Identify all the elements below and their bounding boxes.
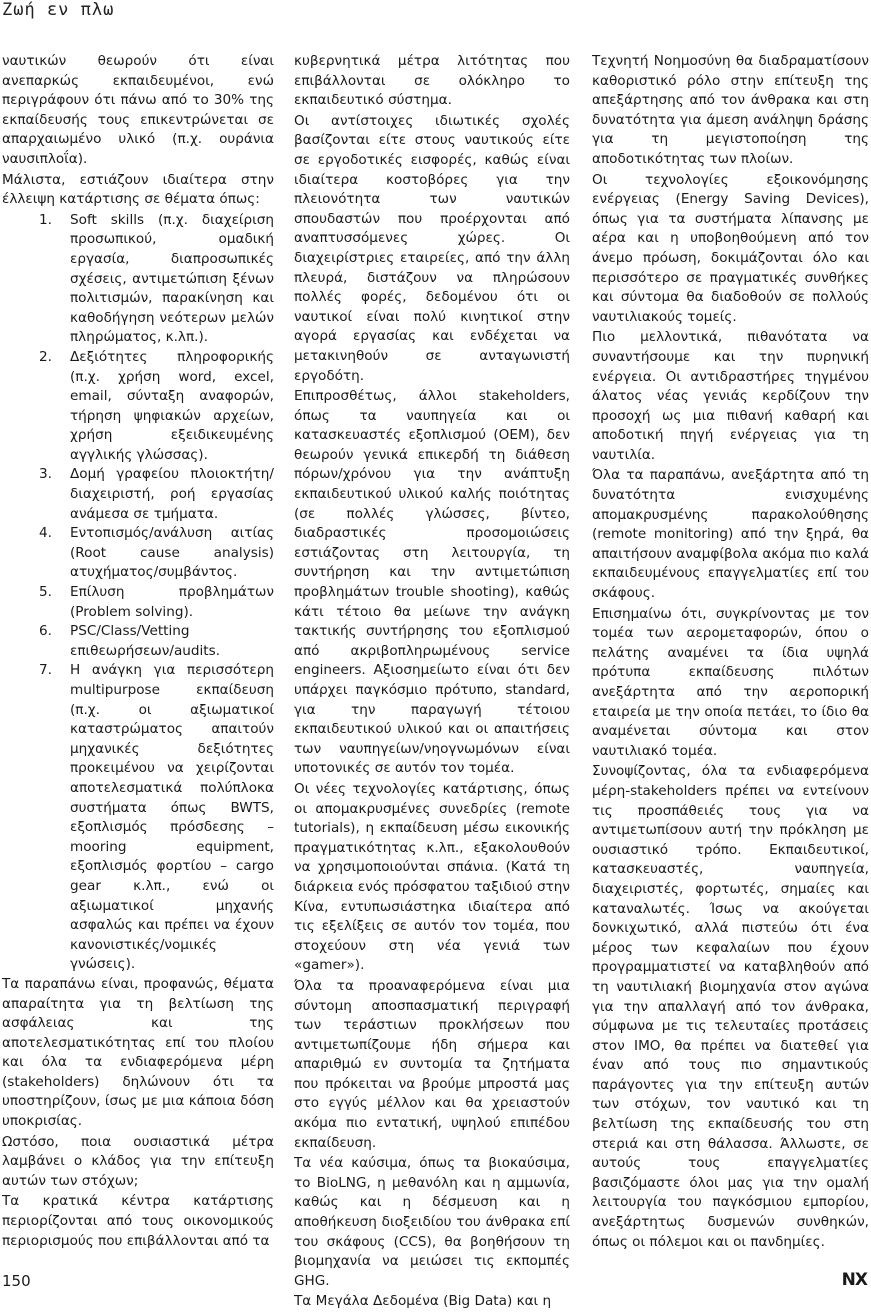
- text-column-2: [294, 52, 570, 1313]
- paragraph: Τα κρατικά κέντρα κατάρτισης περιορίζονται από τους οικονομικούς περιορισμούς που επιβάλλονται από τα: [2, 1193, 274, 1249]
- list-item-text: Επίλυση προβλημάτων (Problem solving).: [70, 584, 274, 620]
- magazine-logo: NX: [841, 1270, 867, 1290]
- paragraph: Οι αντίστοιχες ιδιωτικές σχολές βασίζονται είτε στους ναυτικούς είτε σε εργοδοτικές εισφορές, καθώς είναι ιδιαίτερα κοστοβόρες για την πλειονότητα των ναυτικών σπουδαστών που προέρχονται από αναπτυσσόμενες χώρες. Οι διαχειρίστριες εταιρείες, από την άλλη πλευρά, διστάζουν να πληρώσουν πολλές φορές, δεδομένου ότι οι ναυτικοί είναι πολύ κινητικοί στην αγορά εργασίας και ενδέχεται να μετακινηθούν σε ανταγωνιστή εργοδότη.: [294, 112, 570, 384]
- list-item: [2, 661, 274, 975]
- list-item-number: 1.: [39, 211, 52, 228]
- list-item-number: 4.: [39, 525, 52, 542]
- list-item-number: 6.: [39, 623, 52, 640]
- paragraph: Οι τεχνολογίες εξοικονόμησης ενέργειας (Energy Saving Devices), όπως για τα συστήματα λίπανσης με αέρα και η υποβοηθούμενη από τον άνεμο πρόωση, δοκιμάζονται όλο και περισσότερο σε πραγματικές συνθήκες και σύντομα θα διαδοθούν σε πολλούς ναυτιλιακούς τομείς.: [592, 171, 869, 325]
- list-item-text: Δομή γραφείου πλοιοκτήτη/διαχειριστή, ροή εργασίας ανάμεσα σε τμήματα.: [70, 466, 274, 522]
- paragraph: Τα Μεγάλα Δεδομένα (Big Data) και η: [294, 1293, 552, 1310]
- list-item-number: 2.: [39, 348, 52, 365]
- list-item: [2, 583, 274, 622]
- list-item-number: 3.: [39, 466, 52, 483]
- paragraph: Ωστόσο, ποια ουσιαστικά μέτρα λαμβάνει ο κλάδος για την επίτευξη αυτών των στόχων;: [2, 1133, 274, 1189]
- text-column-1: [2, 52, 274, 1252]
- paragraph: Όλα τα παραπάνω, ανεξάρτητα από τη δυνατότητα ενισχυμένης απομακρυσμένης παρακολούθησης (remote monitoring) από την ξηρά, θα απαιτήσουν αναμφίβολα ακόμα πιο καλά εκπαιδευμένους επαγγελματίες επί του σκάφους.: [592, 467, 869, 602]
- paragraph: Οι νέες τεχνολογίες κατάρτισης, όπως οι απομακρυσμένες συνεδρίες (remote tutorials), η εκπαίδευση μέσω εικονικής πραγματικότητας κ.λπ., εξακολουθούν να χρησιμοποιούνται σπάνια. (Κατά τη διάρκεια ενός πρόσφατου ταξιδιού στην Κίνα, εντυπωσιάστηκα ιδιαίτερα από τις εξελίξεις σε αυτόν τον τομέα, που στοχεύουν στη νέα γενιά των «gamer»).: [294, 780, 570, 974]
- paragraph: Τεχνητή Νοημοσύνη θα διαδραματίσουν καθοριστικό ρόλο στην επίτευξη της απεξάρτησης από τον άνθρακα και στη δυνατότητα για άμεση ανάληψη δράσης για τη μεγιστοποίηση της αποδοτικότητας των πλοίων.: [592, 53, 869, 167]
- paragraph: Επισημαίνω ότι, συγκρίνοντας με τον τομέα των αερομεταφορών, όπου ο πελάτης αναμένει τα ίδια υψηλά πρότυπα εκπαίδευσης πιλότων ανεξάρτητα από την αεροπορική εταιρεία με την οποία πετάει, το ίδιο θα αναμένεται σύντομα και στον ναυτιλιακό τομέα.: [592, 605, 869, 759]
- page-number: 150: [2, 1272, 31, 1290]
- list-item-number: 5.: [39, 584, 52, 601]
- paragraph: κυβερνητικά μέτρα λιτότητας που επιβάλλονται σε ολόκληρο το εκπαιδευτικό σύστημα.: [294, 53, 570, 109]
- list-item-text: Εντοπισμός/ανάλυση αιτίας (Root cause analysis) ατυχήματος/συμβάντος.: [70, 525, 274, 581]
- list-item-text: Δεξιότητες πληροφορικής (π.χ. χρήση word, excel, email, σύνταξη αναφορών, τήρηση ψηφιακών αρχείων, χρήση εξειδικευμένης αγγλικής γλώσσας).: [70, 348, 274, 463]
- list-item-text: PSC/Class/Vetting επιθεωρήσεων/audits.: [70, 623, 221, 659]
- paragraph: Όλα τα προαναφερόμενα είναι μια σύντομη αποσπασματική περιγραφή των τεράστιων προκλήσεων που αντιμετωπίζουμε ήδη σήμερα και απαριθμώ εν συντομία τα ζητήματα που πρόκειται να βρούμε μπροστά μας στο εγγύς μέλλον και θα χρειαστούν ακόμα πιο εντατική, υψηλού επιπέδου εκπαίδευση.: [294, 977, 570, 1151]
- paragraph: ναυτικών θεωρούν ότι είναι ανεπαρκώς εκπαιδευμένοι, ενώ περιγράφουν ότι πάνω από το 30% της εκπαίδευσής τους επικεντρώνεται σε απαρχαιωμένο υλικό (π.χ. ουράνια ναυσιπλοΐα).: [2, 53, 274, 167]
- list-item-text: Η ανάγκη για περισσότερη multipurpose εκπαίδευση (π.χ. οι αξιωματικοί καταστρώματος απαιτούν μηχανικές δεξιότητες προκειμένου να χειρίζονται αποτελεσματικά πολύπλοκα συστήματα όπως BWTS, εξοπλισμός πρόσδεσης – mooring equipment, εξοπλισμός φορτίου – cargo gear κ.λπ., ενώ οι αξιωματικοί μηχανής ασφαλώς και πρέπει να έχουν κανονιστικές/νομικές γνώσεις).: [70, 662, 274, 973]
- list-item-text: Soft skills (π.χ. διαχείριση προσωπικού, ομαδική εργασία, διαπροσωπικές σχέσεις, αντιμετώπιση ξένων πολιτισμών, παρακίνηση και καθοδήγηση νεότερων μελών πληρώματος, κ.λπ.).: [70, 211, 274, 346]
- paragraph: Πιο μελλοντικά, πιθανότατα να συναντήσουμε και την πυρηνική ενέργεια. Οι αντιδραστήρες τηγμένου άλατος νέας γενιάς κερδίζουν την προσοχή ως μια πιθανή καθαρή και αποδοτική πηγή ενέργειας για τη ναυτιλία.: [592, 329, 869, 463]
- list-item: [2, 524, 274, 583]
- list-item: [2, 622, 274, 661]
- list-item: [2, 211, 274, 348]
- paragraph: Τα νέα καύσιμα, όπως τα βιοκαύσιμα, το BioLNG, η μεθανόλη και η αμμωνία, καθώς και η δέσμευση και η αποθήκευση διοξειδίου του άνθρακα επί του σκάφους (CCS), θα βοηθήσουν τη βιομηχανία να μειώσει τις εκπομπές GHG.: [294, 1155, 570, 1289]
- paragraph: Επιπροσθέτως, άλλοι stakeholders, όπως τα ναυπηγεία και οι κατασκευαστές εξοπλισμού (OEM), δεν θεωρούν γενικά επικερδή τη διάθεση πόρων/χρόνου για την ανάπτυξη εκπαιδευτικού υλικού καλής ποιότητας (σε πολλές γλώσσες, βίντεο, διαδραστικές προσομοιώσεις εστιάζοντας στη λειτουργία, τη συντήρηση και την αντιμετώπιση προβλημάτων trouble shooting), καθώς κάτι τέτοιο θα μείωνε την ανάγκη τακτικής συντήρησης του εξοπλισμού από ακριβοπληρωμένους service engineers. Αξιοσημείωτο είναι ότι δεν υπάρχει παγκόσμιο πρότυπο, standard, για την παραγωγή τέτοιου εκπαιδευτικού υλικού και οι απαιτήσεις των ναυπηγείων/νηογνωμόνων είναι υποτονικές σε αυτόν τον τομέα.: [294, 388, 570, 777]
- list-item: [2, 465, 274, 524]
- paragraph: Μάλιστα, εστιάζουν ιδιαίτερα στην έλλειψη κατάρτισης σε θέματα όπως:: [2, 171, 274, 208]
- text-column-3: [592, 52, 869, 1253]
- list-item-number: 7.: [39, 662, 52, 679]
- running-head-title: Ζωή εν πλω: [2, 0, 115, 20]
- training-gaps-list: [2, 211, 274, 975]
- list-item: [2, 348, 274, 466]
- paragraph: Συνοψίζοντας, όλα τα ενδιαφερόμενα μέρη-stakeholders πρέπει να εντείνουν τις προσπάθειές τους για να αντιμετωπίσουν αυτή την πρόκληση με ουσιαστικό τρόπο. Εκπαιδευτικοί, κατασκευαστές, ναυπηγεία, διαχειριστές, φορτωτές, σημαίες και καταναλωτές. Ίσως να ακούγεται δονκιχωτικό, αλλά πιστεύω ότι ένα μέρος των κεφαλαίων που έχουν προγραμματιστεί να καταβληθούν από τη ναυτιλιακή βιομηχανία στον αγώνα για την απαλλαγή από τον άνθρακα, σύμφωνα με τις τελευταίες προτάσεις στον IMO, θα πρέπει να διατεθεί για έναν από τους πιο σημαντικούς παράγοντες για την επίτευξη αυτών των στόχων, τον ναυτικό και τη βελτίωση της εκπαίδευσής του στη στεριά και στη θάλασσα. Άλλωστε, σε αυτούς τους επαγγελματίες βασιζόμαστε όλοι μας για την ομαλή λειτουργία του παγκόσμιου εμπορίου, ανεξάρτητως δυσμενών συνθηκών, όπως οι πόλεμοι και οι πανδημίες.: [592, 763, 869, 1250]
- paragraph: Τα παραπάνω είναι, προφανώς, θέματα απαραίτητα για τη βελτίωση της ασφάλειας και της αποτελεσματικότητας επί του πλοίου και όλα τα ενδιαφερόμενα μέρη (stakeholders) δηλώνουν ότι τα υποστηρίζουν, ίσως με μια κάποια δόση υποκρισίας.: [2, 975, 274, 1130]
